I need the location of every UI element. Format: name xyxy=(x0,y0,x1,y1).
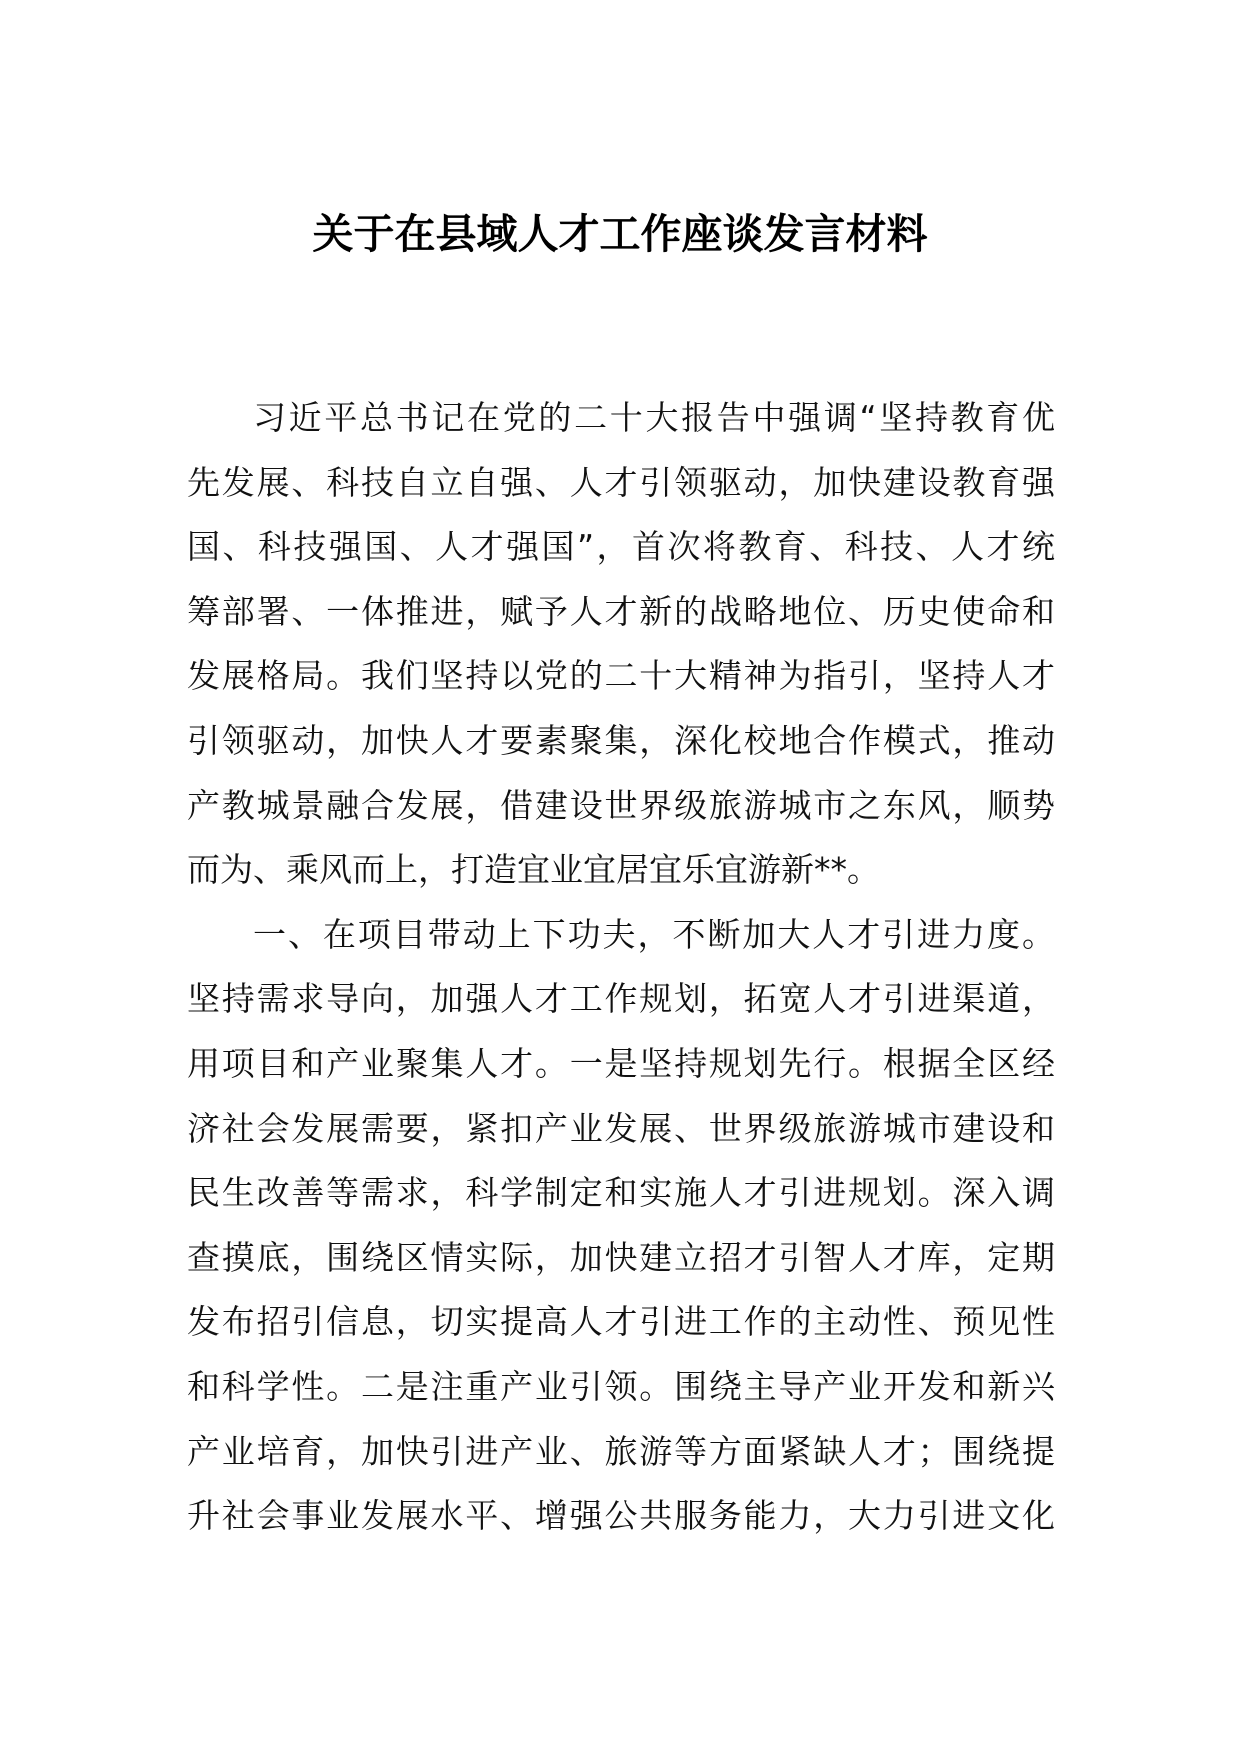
paragraph-1-line-7: 产教城景融合发展，借建设世界级旅游城市之东风，顺势 xyxy=(187,785,1055,825)
paragraph-2-line-8: 和科学性。二是注重产业引领。围绕主导产业开发和新兴 xyxy=(187,1366,1055,1406)
document-title: 关于在县域人才工作座谈发言材料 xyxy=(312,210,928,258)
paragraph-2-line-5: 民生改善等需求，科学制定和实施人才引进规划。深入调 xyxy=(187,1173,1055,1213)
paragraph-1-line-3: 国、科技强国、人才强国”，首次将教育、科技、人才统 xyxy=(187,527,1055,567)
paragraph-2-line-2: 坚持需求导向，加强人才工作规划，拓宽人才引进渠道， xyxy=(187,979,1055,1019)
paragraph-2-line-3: 用项目和产业聚集人才。一是坚持规划先行。根据全区经 xyxy=(187,1043,1055,1083)
paragraph-1-line-2: 先发展、科技自立自强、人才引领驱动，加快建设教育强 xyxy=(187,462,1055,502)
paragraph-1-line-6: 引领驱动，加快人才要素聚集，深化校地合作模式，推动 xyxy=(187,720,1055,760)
paragraph-2-line-4: 济社会发展需要，紧扣产业发展、世界级旅游城市建设和 xyxy=(187,1108,1055,1148)
document-body xyxy=(187,386,1055,1549)
paragraph-1-line-4: 筹部署、一体推进，赋予人才新的战略地位、历史使命和 xyxy=(187,591,1055,631)
paragraph-2-line-6: 查摸底，围绕区情实际，加快建立招才引智人才库，定期 xyxy=(187,1237,1055,1277)
paragraph-1-line-5: 发展格局。我们坚持以党的二十大精神为指引，坚持人才 xyxy=(187,656,1055,696)
section-1-heading-line: 一、在项目带动上下功夫，不断加大人才引进力度。 xyxy=(253,914,1055,954)
paragraph-2-line-9: 产业培育，加快引进产业、旅游等方面紧缺人才；围绕提 xyxy=(187,1431,1055,1471)
paragraph-1-line-1: 习近平总书记在党的二十大报告中强调“坚持教育优 xyxy=(253,398,1055,437)
paragraph-2-line-7: 发布招引信息，切实提高人才引进工作的主动性、预见性 xyxy=(187,1302,1055,1342)
paragraph-1-line-8: 而为、乘风而上，打造宜业宜居宜乐宜游新**。 xyxy=(187,850,880,890)
paragraph-2-line-10: 升社会事业发展水平、增强公共服务能力，大力引进文化 xyxy=(187,1496,1055,1536)
